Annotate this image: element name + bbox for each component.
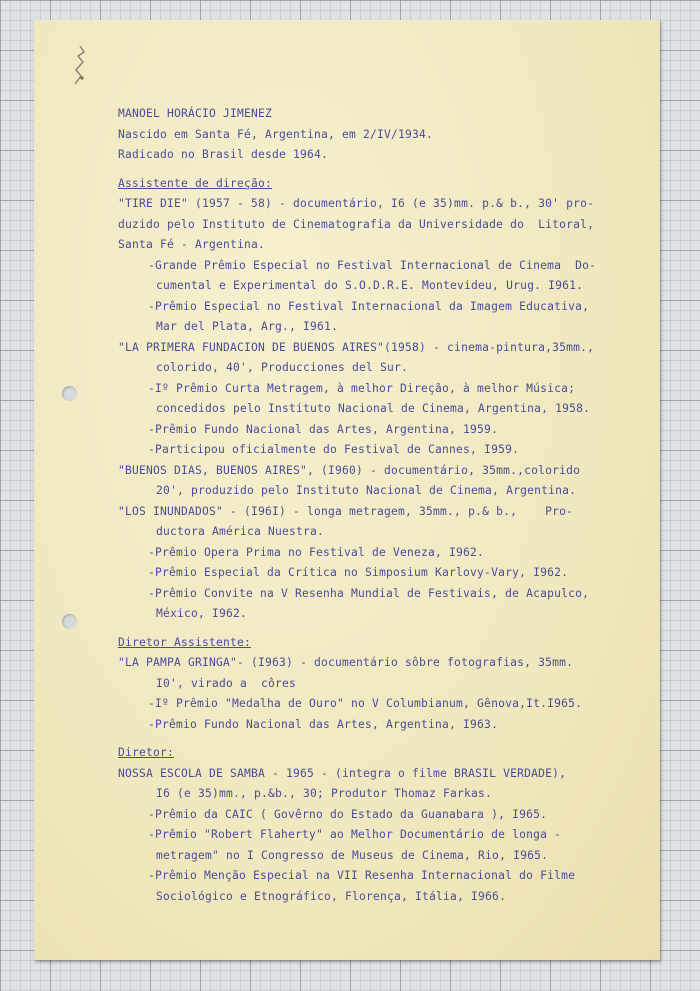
text-line: -Prêmio Opera Prima no Festival de Veneza, I962. (148, 545, 485, 559)
text-line: -Grande Prêmio Especial no Festival Internacional de Cinema Do- (148, 258, 597, 272)
text-line: -Prêmio Fundo Nacional das Artes, Argentina, I963. (148, 717, 499, 731)
section-title: Assistente de direção: (118, 176, 273, 190)
text-line: -Prêmio da CAIC ( Govêrno do Estado da Guanabara ), I965. (148, 807, 548, 821)
text-line: Mar del Plata, Arg., I961. (156, 320, 339, 333)
document-sheet (34, 20, 660, 960)
text-line: "BUENOS DIAS, BUENOS AIRES", (I960) - documentário, 35mm.,colorido (118, 463, 581, 477)
text-line: México, I962. (156, 607, 248, 620)
text-line: duzido pelo Instituto de Cinematografia da Universidade do Litoral, (118, 217, 595, 231)
text-line: -Iº Prêmio Curta Metragem, à melhor Direção, à melhor Música; (148, 381, 576, 395)
section-title: Diretor: (118, 746, 175, 759)
text-line: 20', produzido pelo Instituto Nacional de Cinema, Argentina. (156, 484, 577, 497)
punch-hole-top (62, 386, 77, 401)
text-line: -Prêmio Especial no Festival Internacional da Imagem Educativa, (148, 299, 590, 313)
text-line: I6 (e 35)mm., p.&b., 30; Produtor Thomaz Farkas. (156, 787, 493, 800)
text-line: -Prêmio Menção Especial na VII Resenha Internacional do Filme (148, 869, 576, 882)
birth-info: Nascido em Santa Fé, Argentina, em 2/IV/1934. (118, 127, 434, 141)
text-line: "LA PRIMERA FUNDACION DE BUENOS AIRES"(1958) - cinema-pintura,35mm., (118, 340, 595, 354)
text-line: concedidos pelo Instituto Nacional de Cinema, Argentina, 1958. (156, 402, 591, 415)
text-line: NOSSA ESCOLA DE SAMBA - 1965 - (integra o filme BRASIL VERDADE), (118, 766, 567, 780)
text-line: "LOS INUNDADOS" - (I96I) - longa metragem, 35mm., p.& b., Pro- (118, 504, 574, 518)
person-name: MANOEL HORÁCIO JIMENEZ (118, 107, 273, 120)
text-line: cumental e Experimental do S.O.D.R.E. Montevideu, Urug. I961. (156, 279, 584, 292)
text-line: "LA PAMPA GRINGA"- (I963) - documentário sôbre fotografias, 35mm. (118, 656, 574, 669)
punch-hole-bottom (62, 614, 77, 629)
text-line: "TIRE DIE" (1957 - 58) - documentário, I6 (e 35)mm. p.& b., 30' pro- (118, 197, 595, 210)
career-sections (118, 174, 638, 908)
text-line: ductora América Nuestra. (156, 525, 325, 538)
text-line: -Prêmio Fundo Nacional das Artes, Argentina, 1959. (148, 422, 499, 436)
text-line: colorido, 40', Producciones del Sur. (156, 361, 409, 374)
text-line: -Participou oficialmente do Festival de Cannes, I959. (148, 443, 520, 456)
paper-tear-mark (70, 44, 90, 89)
text-line: Santa Fé - Argentina. (118, 238, 266, 251)
text-line: metragem" no I Congresso de Museus de Cinema, Rio, I965. (156, 848, 549, 862)
text-line: -Iº Prêmio "Medalha de Ouro" no V Columbianum, Gênova,It.I965. (148, 697, 583, 710)
residence-info: Radicado no Brasil desde 1964. (118, 148, 329, 161)
text-line: -Prêmio "Robert Flaherty" ao Melhor Documentário de longa - (148, 828, 562, 841)
text-line: Sociológico e Etnográfico, Florença, Itália, I966. (156, 889, 507, 903)
document-text (118, 104, 638, 907)
text-line: -Prêmio Convite na V Resenha Mundial de Festivais, de Acapulco, (148, 586, 590, 600)
section-title: Diretor Assistente: (118, 635, 252, 649)
text-line: -Prêmio Especial da Crítica no Simposium Karlovy-Vary, I962. (148, 566, 569, 579)
text-line: I0', virado a côres (156, 676, 297, 690)
